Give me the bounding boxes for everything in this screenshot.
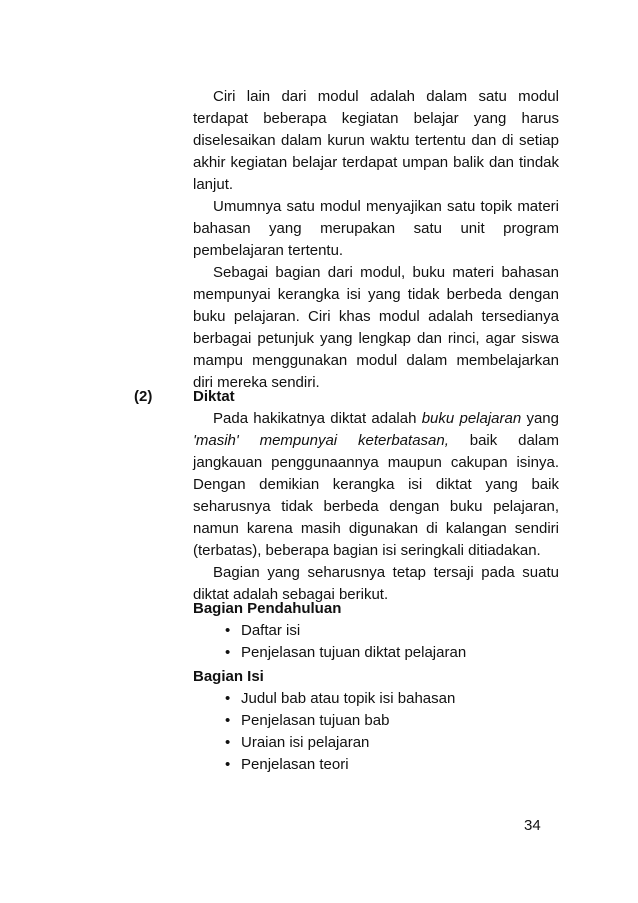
page-number: 34	[524, 817, 541, 834]
paragraph-buku-materi: Sebagai bagian dari modul, buku materi bahasan mempunyai kerangka isi yang tidak berbeda dengan buku pelajaran. Ciri khas modul adalah tersedianya berbagai petunjuk yang lengkap dan rinci, agar siswa mampu menggunakan modul dalam membelajarkan diri mereka sendiri.	[193, 264, 559, 391]
section-title: Diktat	[193, 388, 235, 405]
list-isi	[193, 666, 559, 776]
list-item: • Penjelasan tujuan bab	[225, 710, 559, 732]
list-item: • Daftar isi	[225, 620, 559, 642]
list-pendahuluan	[193, 598, 559, 664]
emphasis-buku-pelajaran: buku pelajaran	[421, 410, 522, 427]
diktat-text	[193, 408, 559, 606]
section-number: (2)	[134, 388, 153, 405]
paragraph-diktat-definition: Pada hakikatnya diktat adalah buku pelajaran yang 'masih' mempunyai keterbatasan, baik dalam jangkauan penggunaannya maupun cakupan isinya. Dengan demikian kerangka isi diktat yang baik seharusnya tidak berbeda dengan buku pelajaran, namun karena masih digunakan di kalangan sendiri (terbatas), beberapa bagian isi seringkali ditiadakan.	[193, 410, 559, 559]
list-item: • Judul bab atau topik isi bahasan	[225, 688, 559, 710]
bullet-list-isi	[193, 688, 559, 776]
list-item: • Uraian isi pelajaran	[225, 732, 559, 754]
list-item: • Penjelasan teori	[225, 754, 559, 776]
subheading-pendahuluan: Bagian Pendahuluan	[193, 600, 342, 617]
paragraph-diktat-parts: Bagian yang seharusnya tetap tersaji pada suatu diktat adalah sebagai berikut.	[193, 564, 559, 603]
paragraph-modul-features: Ciri lain dari modul adalah dalam satu modul terdapat beberapa kegiatan belajar yang harus diselesaikan dalam kurun waktu tertentu dan di setiap akhir kegiatan belajar terdapat umpan balik dan tindak lanjut.	[193, 88, 559, 193]
paragraph-modul-topic: Umumnya satu modul menyajikan satu topik materi bahasan yang merupakan satu unit program pembelajaran tertentu.	[193, 198, 559, 259]
subheading-isi: Bagian Isi	[193, 668, 264, 685]
list-item: • Penjelasan tujuan diktat pelajaran	[225, 642, 559, 664]
bullet-list-pendahuluan	[193, 620, 559, 664]
intro-text	[193, 86, 559, 394]
emphasis-keterbatasan: 'masih' mempunyai keterbatasan,	[193, 432, 449, 449]
